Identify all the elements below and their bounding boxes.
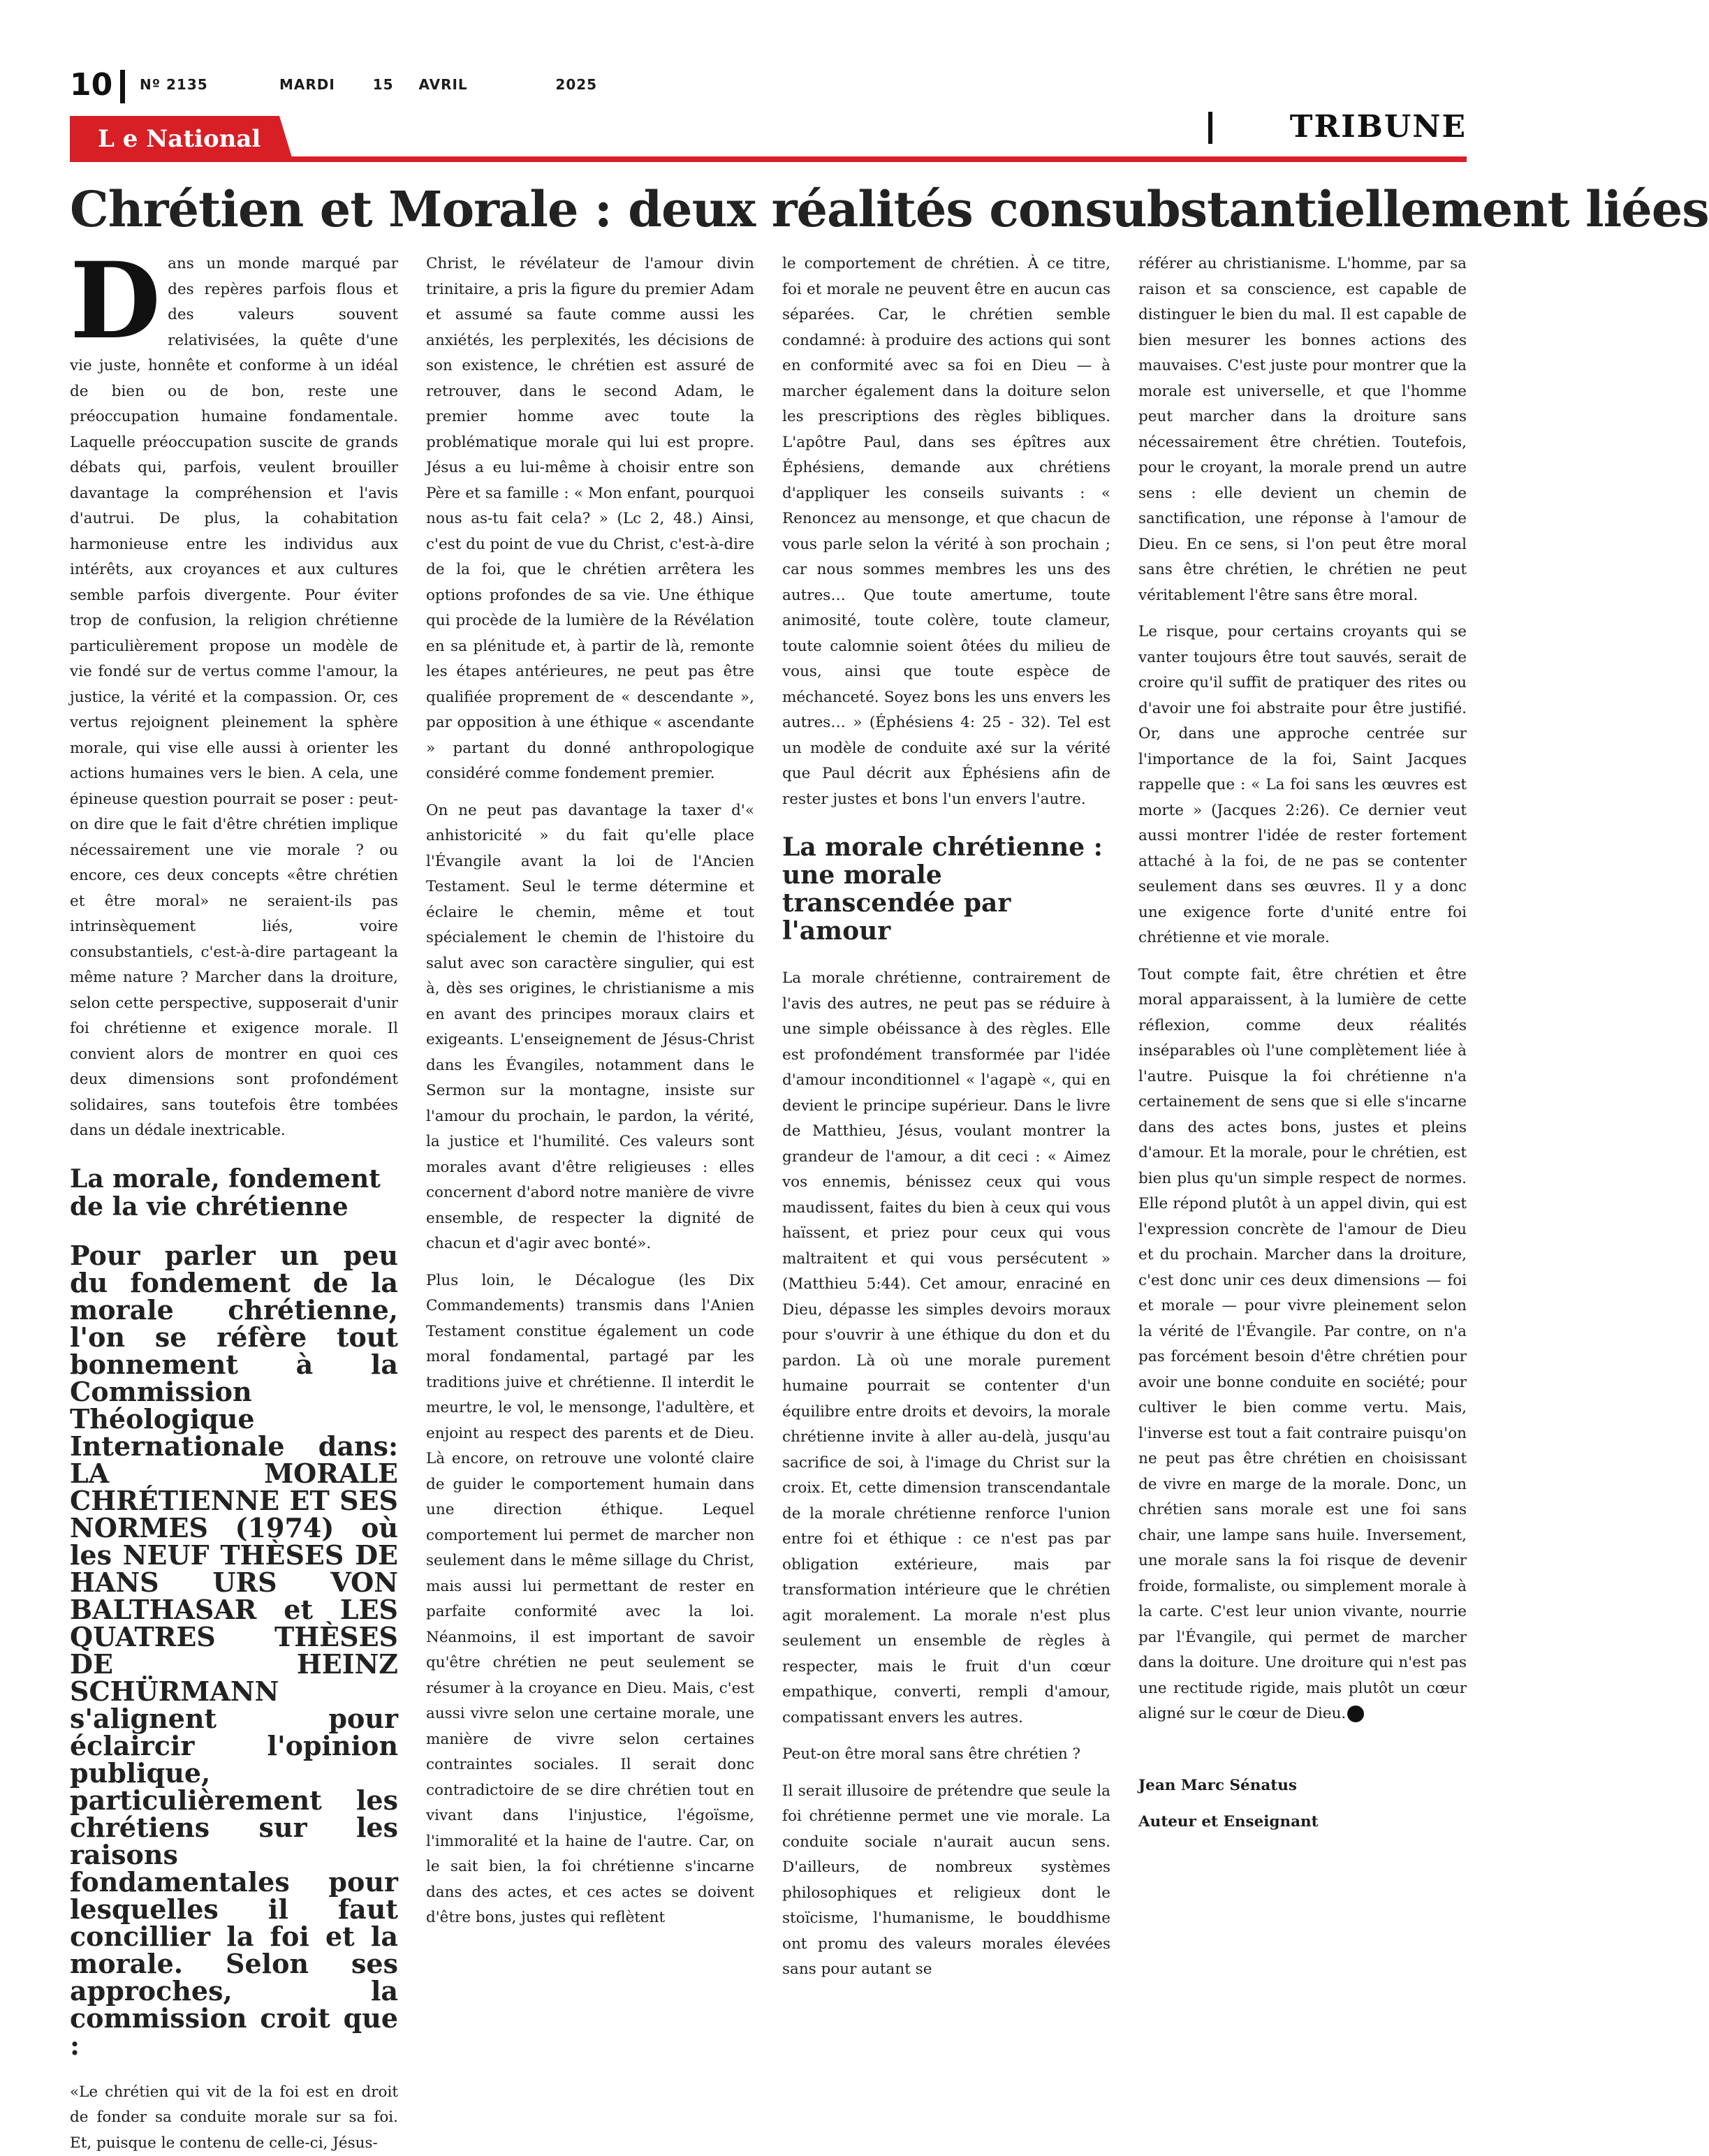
subheading: La morale, fondement de la vie chrétienne xyxy=(70,1165,398,1221)
header-rule xyxy=(70,156,1467,162)
drop-cap: D xyxy=(70,256,161,346)
paragraph: Christ, le révélateur de l'amour divin trinitaire, a pris la figure du premier Adam et assumé sa faute comme aussi les anxiétés, les perplexités, les décisions de son existence, le chrétien est assuré de retrouver, dans le second Adam, le premier homme avec toute la problématique morale qui lui est propre. Jésus a eu lui-même à choisir entre son Père et sa famille : « Mon enfant, pourquoi nous as-tu fait cela? » (Lc 2, 48.) Ainsi, c'est du point de vue du Christ, c'est-à-dire de la foi, que le chrétien arrêtera les options profondes de sa vie. Une éthique qui procède de la lumière de la Révélation en sa plénitude et, à partir de là, remonte les étapes antérieures, ne peut pas être qualifiée proprement de « descendante », par opposition à une éthique « ascendante » partant du donné anthropologique considéré comme fondement premier. xyxy=(426,251,754,787)
subheading: La morale chrétienne : une morale transcendée par l'amour xyxy=(782,833,1110,945)
article-column-2 xyxy=(426,251,754,2067)
paragraph: Il serait illusoire de prétendre que seule la foi chrétienne permet une vie morale. La conduite sociale n'aurait aucun sens. D'ailleurs, de nombreux systèmes philosophiques et religieux dont le stoïcisme, l'humanisme, le bouddhisme ont promu des valeurs morales élevées sans pour autant se xyxy=(782,1779,1110,1983)
article-column-3 xyxy=(782,251,1110,2067)
paragraph: référer au christianisme. L'homme, par sa raison et sa conscience, est capable de distinguer le bien du mal. Il est capable de bien mesurer les bonnes actions des mauvaises. C'est juste pour montrer que la morale est universelle, et que l'homme peut marcher dans la droiture sans nécessairement être chrétien. Toutefois, pour le croyant, la morale prend un autre sens : elle devient un chemin de sanctification, une réponse à l'amour de Dieu. En ce sens, si l'on peut être moral sans être chrétien, le chrétien ne peut véritablement l'être sans être moral. xyxy=(1138,251,1467,608)
issue-date: MARDI 15 AVRIL 2025 xyxy=(279,74,597,95)
section-label: TRIBUNE xyxy=(1290,108,1467,147)
paragraph: le comportement de chrétien. À ce titre, foi et morale ne peuvent être en aucun cas séparées. Car, le chrétien semble condamné: à produire des actions qui sont en conformité avec sa foi en Dieu — à marcher également dans la doiture selon les prescriptions des règles bibliques. L'apôtre Paul, dans ses épîtres aux Éphésiens, demande aux chrétiens d'appliquer les conseils suivants : « Renoncez au mensonge, et que chacun de vous parle selon la vérité à son prochain ; car nous sommes membres les uns des autres… Que toute amertume, toute animosité, toute colère, toute clameur, toute calomnie soient ôtées du milieu de vous, ainsi que toute espèce de méchanceté. Soyez bons les uns envers les autres… » (Éphésiens 4: 25 - 32). Tel est un modèle de conduite axé sur la vérité que Paul décrit aux Éphésiens afin de rester justes et bons l'un envers l'autre. xyxy=(782,251,1110,812)
article-body xyxy=(70,251,1467,2067)
end-mark-icon xyxy=(1347,1706,1364,1722)
article-headline: Chrétien et Morale : deux réalités consubstantiellement liées xyxy=(70,176,1467,243)
header-divider xyxy=(120,70,125,103)
paragraph: Le risque, pour certains croyants qui se vanter toujours être tout sauvés, serait de croire qu'il suffit de pratiquer des rites ou d'avoir une foi abstraite pour être justifié. Or, dans une approche centrée sur l'importance de la foi, Saint Jacques rappelle que : « La foi sans les œuvres est morte » (Jacques 2:26). Ce dernier veut aussi montrer l'idée de rester fortement attaché à la foi, de ne pas se contenter seulement dans ses œuvres. Il y a donc une exigence forte d'unité entre foi chrétienne et vie morale. xyxy=(1138,619,1467,951)
lead-paragraph: Pour parler un peu du fondement de la morale chrétienne, l'on se réfère tout bonnement à la Commission Théologique Internationale dans: LA MORALE CHRÉTIENNE ET SES NORMES (1974) où les NEUF THÈSES DE HANS URS VON BALTHASAR et LES QUATRES THÈSES DE HEINZ SCHÜRMANN s'alignent pour éclaircir l'opinion publique, particulièrement les chrétiens sur les raisons fondamentales pour lesquelles il faut concillier la foi et la morale. Selon ses approches, la commission croit que : xyxy=(70,1242,398,2059)
paragraph: On ne peut pas davantage la taxer d'« anhistoricité » du fait qu'elle place l'Évangile avant la loi de l'Ancien Testament. Seul le terme détermine et éclaire le chemin, même et tout spécialement le chemin de l'histoire du salut avec son caractère singulier, qui est à, dès ses origines, le christianisme a mis en avant des principes moraux clairs et exigeants. L'enseignement de Jésus-Christ dans les Évangiles, notamment dans le Sermon sur la montagne, insiste sur l'amour du prochain, le pardon, la vérité, la justice et l'humilité. Ces valeurs sont morales avant d'être religieuses : elles concernent d'abord notre manière de vivre ensemble, de respecter la dignité de chacun et d'agir avec bonté». xyxy=(426,798,754,1257)
question-heading: Peut-on être moral sans être chrétien ? xyxy=(782,1742,1110,1768)
section-divider xyxy=(1208,112,1212,144)
author-role: Auteur et Enseignant xyxy=(1138,1810,1467,1835)
page-number: 10 xyxy=(70,64,112,106)
conclusion-paragraph: Tout compte fait, être chrétien et être moral apparaissent, à la lumière de cette réflexion, comme deux réalités inséparables où l'une complètement liée à l'autre. Puisque la foi chrétienne n'a certainement de sens que si elle s'incarne dans des actes bons, justes et pleins d'amour. Et la morale, pour le chrétien, est bien plus qu'un simple respect de normes. Elle répond plutôt à un appel divin, qui est l'expression concrète de l'amour de Dieu et du prochain. Marcher dans la droiture, c'est donc unir ces deux dimensions — foi et morale — pour vivre pleinement selon la vérité de l'Évangile. Par contre, on n'a pas forcément besoin d'être chrétien pour avoir une bonne conduite en société; pour cultiver le bien comme vertu. Mais, l'inverse est tout a fait contraire puisqu'on ne peut pas être chrétien en choisissant de vivre en marge de la morale. Donc, un chrétien sans morale est une foi sans chair, une lampe sans huile. Inversement, une morale sans la foi risque de devenir froide, formaliste, ou simplement morale à la carte. C'est leur union vivante, nourrie par l'Évangile, qui permet de marcher dans la doiture. Une droiture qui n'est pas une rectitude rigide, mais plutôt un cœur aligné sur le cœur de Dieu. xyxy=(1138,962,1467,1727)
paragraph: Plus loin, le Décalogue (les Dix Commandements) transmis dans l'Anien Testament constitue également un code moral fondamental, partagé par les traditions juive et chrétienne. Il interdit le meurtre, le vol, le mensonge, l'adultère, et enjoint au respect des parents et de Dieu. Là encore, on retrouve une volonté claire de guider le comportement humain dans une direction éthique. Lequel comportement lui permet de marcher non seulement dans le même sillage du Christ, mais aussi lui permettant de rester en parfaite conformité avec la loi. Néanmoins, il est important de savoir qu'être chrétien ne peut seulement se résumer à la croyance en Dieu. Mais, c'est aussi vivre selon une certaine morale, une manière de vivre selon certaines contraintes sociales. Il serait donc contradictoire de se dire chrétien tout en vivant dans l'injustice, l'égoïsme, l'immoralité et la haine de l'autre. Car, on le sait bien, la foi chrétienne s'incarne dans des actes, et ces actes se doivent d'être bons, justes qui reflètent xyxy=(426,1268,754,1931)
paragraph: «Le chrétien qui vit de la foi est en droit de fonder sa conduite morale sur sa foi. Et, puisque le contenu de celle-ci, Jésus- xyxy=(70,2080,398,2156)
paragraph: La morale chrétienne, contrairement de l'avis des autres, ne peut pas se réduire à une simple obéissance à des règles. Elle est profondément transformée par l'idée d'amour inconditionnel « l'agapè «, qui en devient le principe supérieur. Dans le livre de Matthieu, Jésus, voulant montrer la grandeur de l'amour, a dit ceci : « Aimez vos ennemis, bénissez ceux qui vous maudissent, faites du bien à ceux qui vous haïssent, et priez pour ceux qui vous maltraitent et qui vous persécutent » (Matthieu 5:44). Cet amour, enraciné en Dieu, dépasse les simples devoirs moraux pour s'ouvrir à une éthique du don et du pardon. Là où une morale purement humaine pourrait se contenter d'un équilibre entre droits et devoirs, la morale chrétienne invite à aller au-delà, jusqu'au sacrifice de soi, à l'image du Christ sur la croix. Et, cette dimension transcendantale de la morale chrétienne renforce l'union entre foi et éthique : ce n'est pas par obligation extérieure, mais par transformation intérieure que le chrétien agit moralement. La morale n'est plus seulement un ensemble de règles à respecter, mais le fruit d'un cœur empathique, converti, rempli d'amour, compatissant envers les autres. xyxy=(782,966,1110,1731)
author-name: Jean Marc Sénatus xyxy=(1138,1773,1467,1799)
article-column-1 xyxy=(70,251,398,2067)
brand-name: L e National xyxy=(98,120,261,158)
article-column-4 xyxy=(1138,251,1467,2067)
intro-paragraph: Dans un monde marqué par des repères parfois flous et des valeurs souvent relativisées, la quête d'une vie juste, honnête et conforme à un idéal de bien ou de bon, reste une préoccupation humaine fondamentale. Laquelle préoccupation suscite de grands débats qui, parfois, veulent brouiller davantage la compréhension et l'avis d'autrui. De plus, la cohabitation harmonieuse entre les individus aux intérêts, aux croyances et aux cultures semble parfois divergente. Pour éviter trop de confusion, la religion chrétienne particulièrement propose un modèle de vie fondé sur de vertus comme l'amour, la justice, la vérité et la compassion. Or, ces vertus rejoignent pleinement la sphère morale, qui vise elle aussi à orienter les actions humaines vers le bien. A cela, une épineuse question pourrait se poser : peut-on dire que le fait d'être chrétien implique nécessairement une vie morale ? ou encore, ces deux concepts «être chrétien et être moral» ne seraient-ils pas intrinsèquement liés, voire consubstantiels, c'est-à-dire partageant la même nature ? Marcher dans la droiture, selon cette perspective, supposerait d'unir foi chrétienne et exigence morale. Il convient alors de montrer en quoi ces deux dimensions sont profondément solidaires, sans toutefois être tombées dans un dédale inextricable. xyxy=(70,251,398,1144)
issue-number: Nº 2135 xyxy=(140,74,208,95)
page-header xyxy=(70,64,1467,106)
